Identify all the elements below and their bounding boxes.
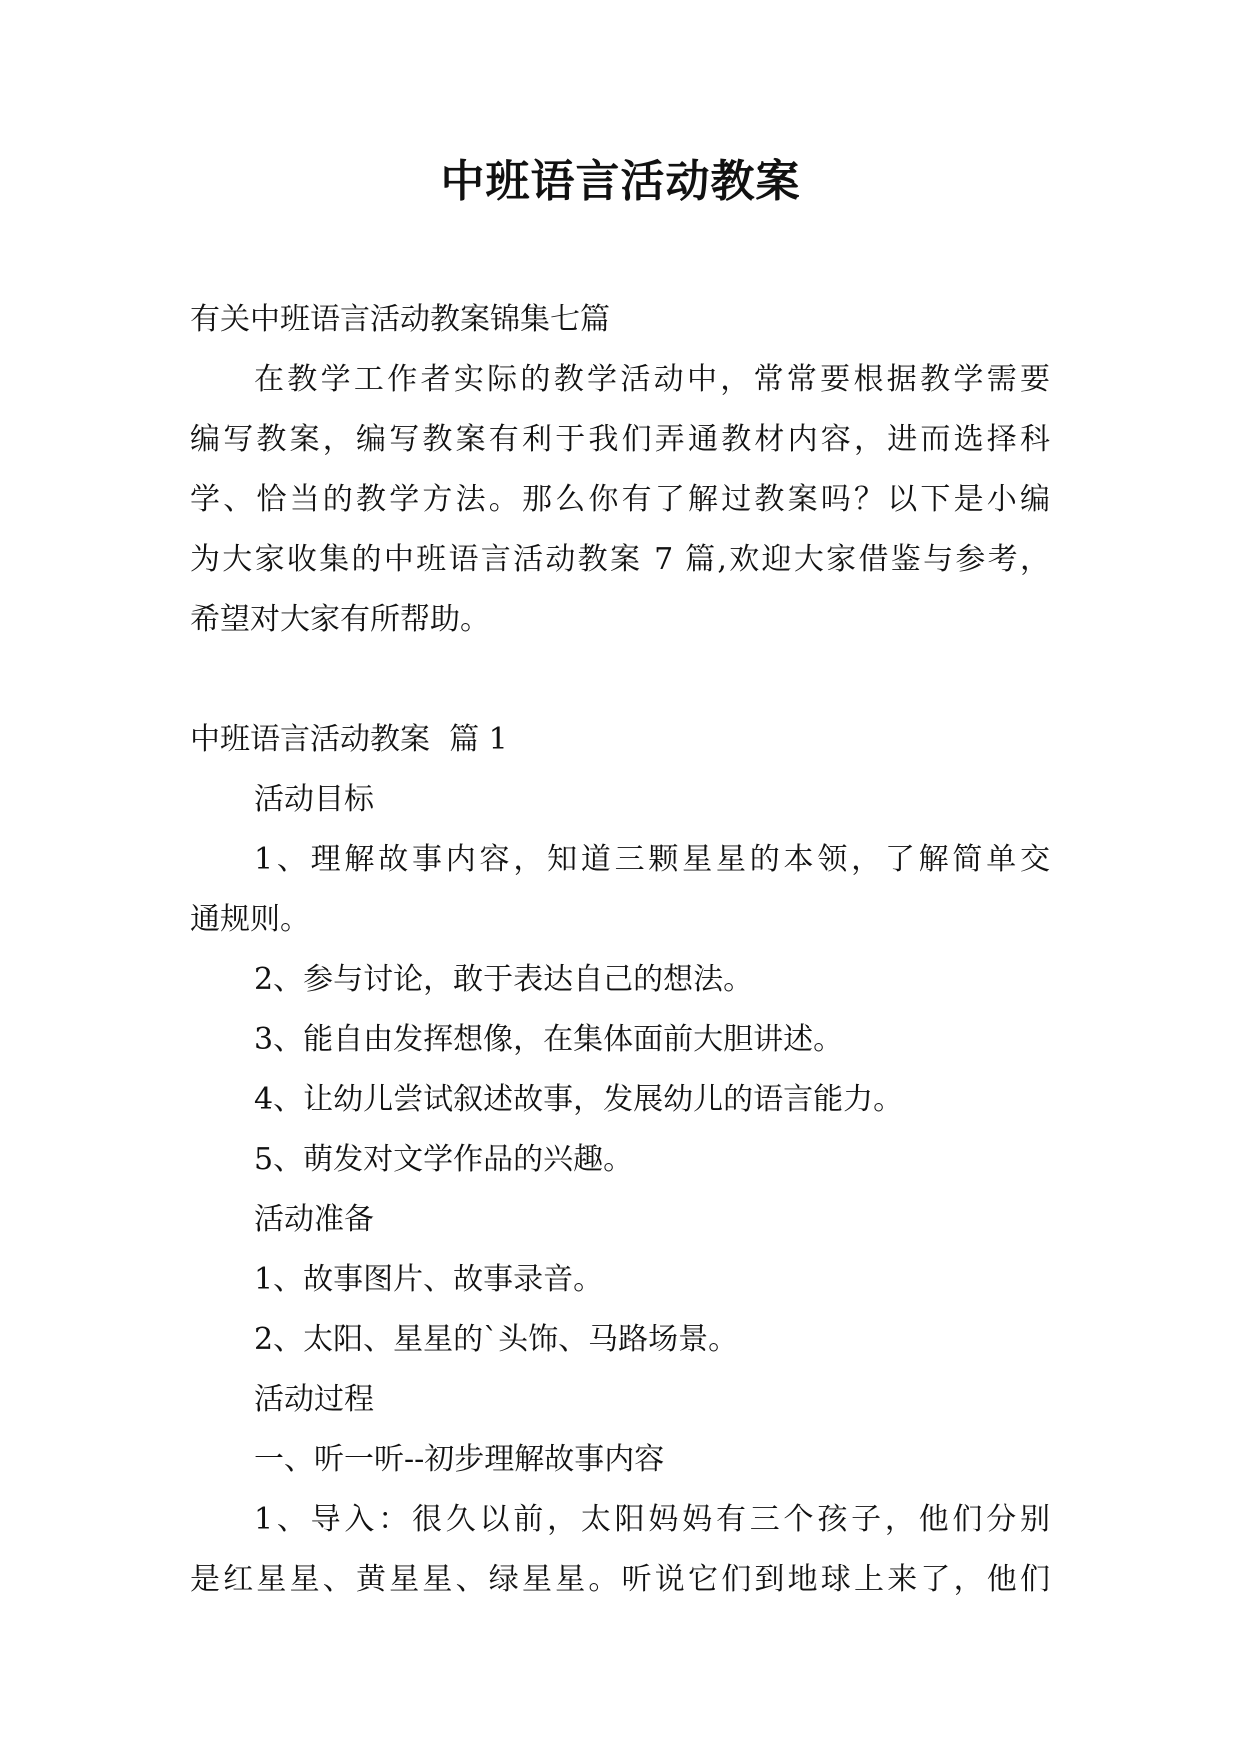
document-title: 中班语言活动教案	[440, 156, 801, 207]
goal-item: 4、让幼儿尝试叙述故事，发展幼儿的语言能力。	[254, 1082, 904, 1117]
goal-item: 2、参与讨论，敢于表达自己的想法。	[254, 962, 754, 997]
prep-item: 1、故事图片、故事录音。	[254, 1262, 604, 1297]
document-body	[190, 290, 1050, 1610]
goal-item: 3、能自由发挥想像，在集体面前大胆讲述。	[254, 1022, 844, 1057]
subtitle: 有关中班语言活动教案锦集七篇	[190, 302, 610, 337]
intro-line: 编写教案，编写教案有利于我们弄通教材内容，进而选择科	[190, 422, 1050, 457]
process-step: 一、听一听--初步理解故事内容	[254, 1442, 665, 1477]
goal-item: 5、萌发对文学作品的兴趣。	[254, 1142, 634, 1177]
intro-line: 在教学工作者实际的教学活动中，常常要根据教学需要	[254, 362, 1050, 397]
intro-line: 为大家收集的中班语言活动教案 7 篇,欢迎大家借鉴与参考，	[190, 542, 1050, 577]
goal-item: 1、理解故事内容，知道三颗星星的本领，了解简单交	[254, 842, 1050, 877]
paragraph-gap	[190, 650, 1050, 710]
intro-line: 学、恰当的教学方法。那么你有了解过教案吗？以下是小编	[190, 482, 1050, 517]
prep-heading: 活动准备	[254, 1202, 374, 1237]
process-paragraph-line: 是红星星、黄星星、绿星星。听说它们到地球上来了，他们	[190, 1562, 1050, 1597]
intro-line: 希望对大家有所帮助。	[190, 602, 490, 637]
process-paragraph-line: 1、导入：很久以前，太阳妈妈有三个孩子，他们分别	[254, 1502, 1050, 1537]
goal-item-continued: 通规则。	[190, 902, 310, 937]
section-heading: 中班语言活动教案 篇 1	[190, 722, 508, 757]
process-heading: 活动过程	[254, 1382, 374, 1417]
goals-heading: 活动目标	[254, 782, 374, 817]
prep-item: 2、太阳、星星的`头饰、马路场景。	[254, 1322, 739, 1357]
